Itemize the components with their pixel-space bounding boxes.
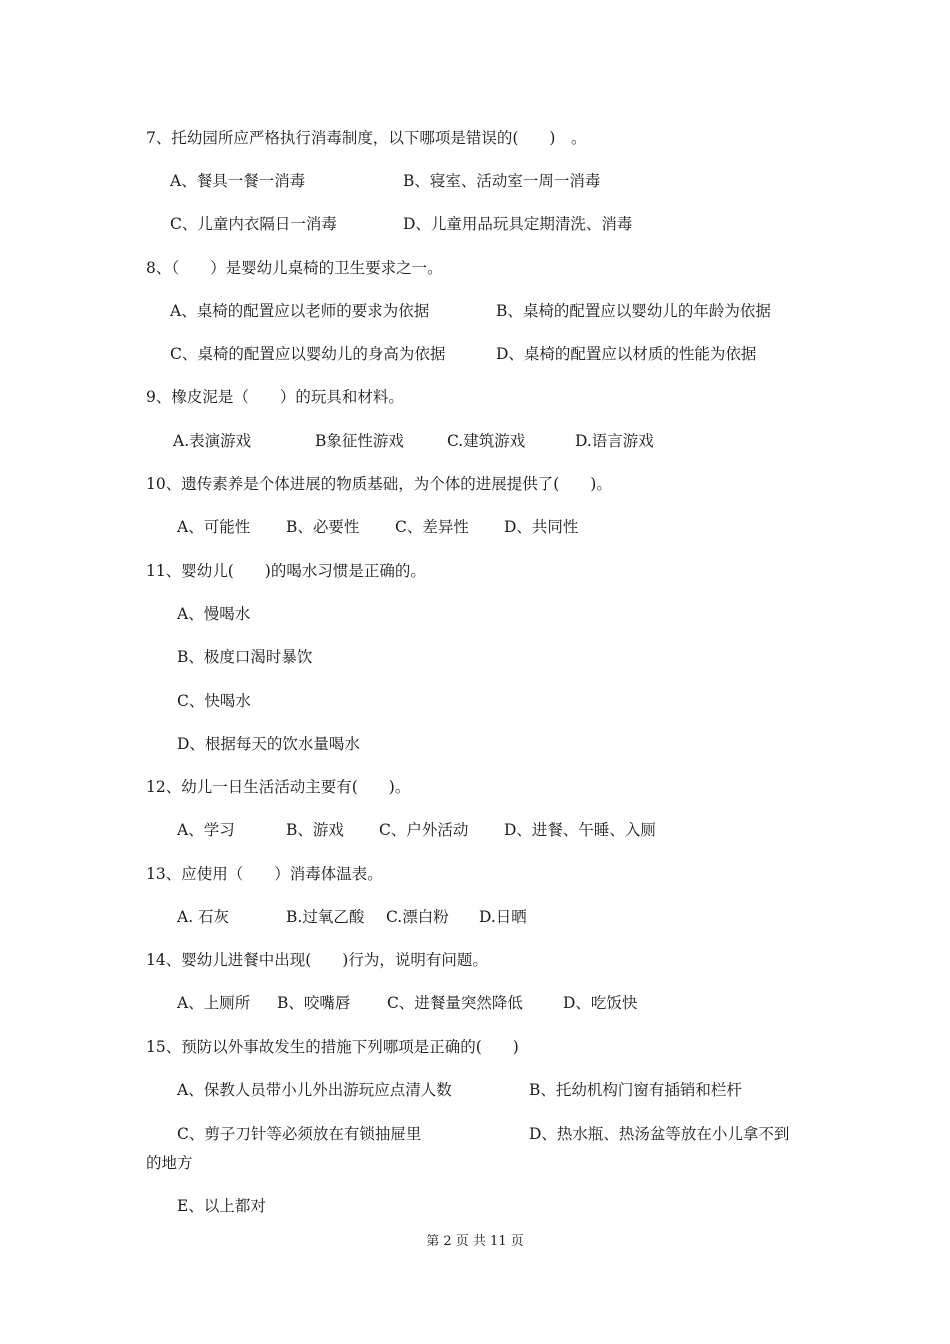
- question-9-option-d: D.语言游戏: [575, 432, 654, 450]
- question-10-option-a: A、可能性: [177, 518, 251, 536]
- question-12-stem: 12、幼儿一日生活活动主要有( )。: [146, 778, 411, 796]
- question-14-option-d: D、吃饭快: [563, 994, 638, 1012]
- question-8-stem: 8、（ ）是婴幼儿桌椅的卫生要求之一。: [146, 259, 443, 277]
- question-14-option-a: A、上厕所: [177, 994, 251, 1012]
- question-10-stem: 10、遗传素养是个体进展的物质基础，为个体的进展提供了( )。: [146, 475, 612, 493]
- question-14-option-c: C、进餐量突然降低: [387, 994, 523, 1012]
- question-11-option-d: D、根据每天的饮水量喝水: [177, 735, 360, 753]
- question-13-option-a: A. 石灰: [177, 908, 230, 926]
- question-13-option-b: B.过氧乙酸: [286, 908, 365, 926]
- question-9-option-b: B象征性游戏: [315, 432, 404, 450]
- question-11-option-c: C、快喝水: [177, 692, 251, 710]
- question-11-stem: 11、婴幼儿( )的喝水习惯是正确的。: [146, 562, 426, 580]
- question-10-option-b: B、必要性: [286, 518, 360, 536]
- question-7-option-a: A、餐具一餐一消毒: [170, 172, 306, 190]
- question-13-option-d: D.日晒: [479, 908, 527, 926]
- question-11-option-b: B、极度口渴时暴饮: [177, 648, 313, 666]
- question-8-option-c: C、桌椅的配置应以婴幼儿的身高为依据: [170, 345, 446, 363]
- question-15-option-c: C、剪子刀针等必须放在有锁抽屉里: [177, 1125, 422, 1143]
- question-15-stem: 15、预防以外事故发生的措施下列哪项是正确的( ): [146, 1038, 519, 1056]
- question-9-stem: 9、橡皮泥是（ ）的玩具和材料。: [146, 388, 404, 406]
- question-8-option-d: D、桌椅的配置应以材质的性能为依据: [496, 345, 757, 363]
- question-13-option-c: C.漂白粉: [386, 908, 449, 926]
- question-12-option-c: C、户外活动: [379, 821, 469, 839]
- question-9-option-c: C.建筑游戏: [447, 432, 526, 450]
- question-7-stem: 7、托幼园所应严格执行消毒制度，以下哪项是错误的( ) 。: [146, 129, 587, 147]
- question-7-option-b: B、寝室、活动室一周一消毒: [403, 172, 601, 190]
- question-15-option-a: A、保教人员带小儿外出游玩应点清人数: [177, 1081, 452, 1099]
- question-8-option-b: B、桌椅的配置应以婴幼儿的年龄为依据: [496, 302, 771, 320]
- question-8-option-a: A、桌椅的配置应以老师的要求为依据: [170, 302, 430, 320]
- page-number: 第 2 页 共 11 页: [426, 1234, 524, 1249]
- question-9-option-a: A.表演游戏: [173, 432, 252, 450]
- question-12-option-b: B、游戏: [286, 821, 344, 839]
- question-14-stem: 14、婴幼儿进餐中出现( )行为，说明有问题。: [146, 951, 488, 969]
- question-10-option-c: C、差异性: [395, 518, 469, 536]
- question-12-option-a: A、学习: [177, 821, 235, 839]
- question-15-option-e: E、以上都对: [177, 1197, 266, 1215]
- question-13-stem: 13、应使用（ ）消毒体温表。: [146, 865, 383, 883]
- question-10-option-d: D、共同性: [504, 518, 579, 536]
- question-7-option-c: C、儿童内衣隔日一消毒: [170, 215, 337, 233]
- question-12-option-d: D、进餐、午睡、入厕: [504, 821, 656, 839]
- question-11-option-a: A、慢喝水: [177, 605, 251, 623]
- question-15-option-d: D、热水瓶、热汤盆等放在小儿拿不到: [529, 1125, 790, 1143]
- question-15-option-d-continuation: 的地方: [146, 1154, 193, 1172]
- question-14-option-b: B、咬嘴唇: [277, 994, 351, 1012]
- question-15-option-b: B、托幼机构门窗有插销和栏杆: [529, 1081, 742, 1099]
- question-7-option-d: D、儿童用品玩具定期清洗、消毒: [403, 215, 633, 233]
